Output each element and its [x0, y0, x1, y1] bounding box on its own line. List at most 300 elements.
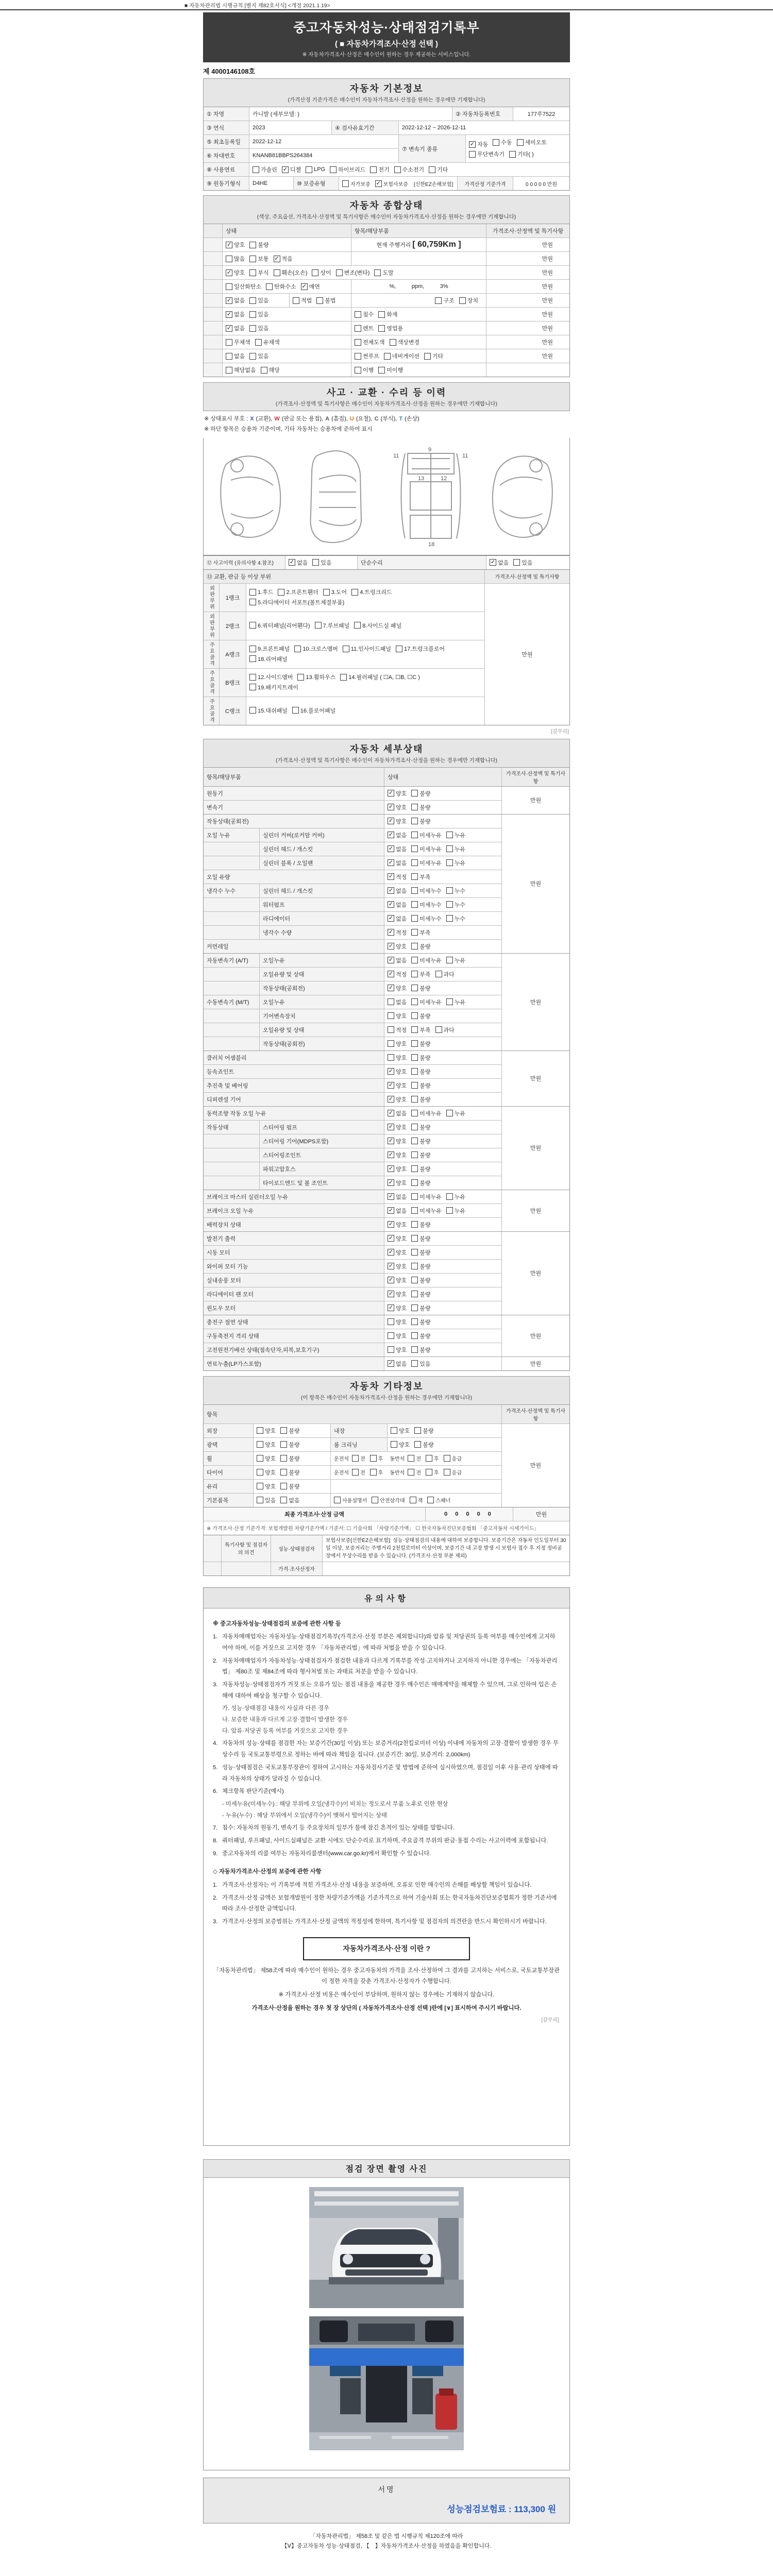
table-row: 주요골격 B랭크 12.사이드멤버 13.휠하우스 14.필러패널 ( ☐A, ☐B, ☐C ) 19.패키지트레이 [204, 668, 484, 697]
checkbox-미세누유: 미세누유 [411, 998, 442, 1006]
checkbox-LPG: LPG [306, 166, 325, 173]
notice-item: 2. 가격조사·산정 금액은 보험개발원이 정한 차량기준가액을 기준가격으로 하여 기술사회 또는 한국자동차진단보증협회가 정한 기준서에 따라 조사·산정한 금액입니다. [213, 1894, 557, 1912]
table-row: 등속죠인트 ✓ 양호 불량 [204, 1064, 501, 1078]
mileage-cell: 현재 주행거리 [ 60,759Km ] [351, 238, 486, 251]
table-row: 작동상태 스티어링 펌프 ✓ 양호 불량 [204, 1120, 501, 1134]
checkbox-색상변경: 색상변경 [390, 338, 420, 346]
table-row: ✓ 양호 불량 현재 주행거리 [ 60,759Km ] 만원 [204, 238, 569, 251]
checkbox-무단변속기: 무단변속기 [469, 150, 505, 158]
car-side-right-diagram [485, 444, 563, 547]
checkbox-미세누유: 미세누유 [411, 1207, 442, 1215]
remarks-table [203, 1535, 570, 1576]
checkbox-양호: ✓ 양호 [388, 1263, 407, 1270]
checkbox-구조: 구조 [435, 296, 454, 304]
detail-block [204, 786, 569, 814]
exchange-body [204, 583, 569, 725]
checkbox-양호: 양호 [257, 1454, 276, 1463]
checkbox-전체도색: 전체도색 [355, 338, 385, 346]
detail-status-table [203, 768, 570, 1371]
checkbox-9.프론트패널: 9.프론트패널 [249, 645, 290, 653]
table-row: 냉각수 누수 실린더 헤드 / 개스킷 ✓ 없음 미세누수 누수 [204, 884, 501, 897]
checkbox-18.리어패널: 18.리어패널 [249, 655, 288, 663]
checkbox-불량: 불량 [411, 942, 430, 951]
table-row: 실내송풍 모터 ✓ 양호 불량 [204, 1273, 501, 1287]
checkbox-양호: ✓ 양호 [388, 1179, 407, 1187]
table-row: 외장 양호 불량 내장 양호 불량 [204, 1424, 501, 1437]
photos-title: 점검 장면 촬영 사진 [345, 2164, 428, 2174]
checkbox-보통: 보통 [249, 255, 268, 263]
checkbox-후: 후 [426, 1468, 439, 1476]
checkbox-자가보증: 자가보증 [342, 180, 371, 188]
checkbox-양호: ✓ 양호 [388, 1124, 407, 1131]
table-row: 스티어링 기어(MDPS포함) ✓ 양호 불량 [204, 1134, 501, 1148]
checkbox-없음: 없음 [226, 352, 245, 360]
checkbox-변조(변타): 변조(변타) [336, 268, 370, 277]
checkbox-부족: 부족 [411, 970, 430, 978]
notice-item: 1. 가격조사·산정자는 이 기록부에 적힌 가격조사·산정 내용을 보증하며, 오류로 인한 매수인의 손해를 배상할 책임이 있습니다. [213, 1882, 532, 1889]
checkbox-부족: 부족 [411, 873, 430, 881]
checkbox-불량: 불량 [414, 1427, 433, 1435]
checkbox-후: 후 [370, 1454, 383, 1462]
checkbox-불량: 불량 [411, 984, 430, 992]
checkbox-있음: 있음 [249, 296, 268, 304]
checkbox-불량: 불량 [411, 1290, 430, 1298]
detail-price-cell: 만원 [501, 1051, 569, 1106]
legal-footnote-line2: 【Ⅴ】중고자동차 성능·상태점검, 【 】자동차가격조사·산정을 하였음을 확인합니다. [281, 2543, 492, 2550]
table-row: 없음 있음 썬루프 네비게이션 기타 만원 [204, 349, 569, 363]
detail-group-label: 냉각수 누수 [204, 884, 259, 897]
select-line: 가격조사·산정을 원하는 경우 첫 장 상단의 ( 자동차가격조사·산정 선택 )란에 [∨] 표시하여 주시기 바랍니다. [251, 2005, 522, 2011]
table-row: 무채색 유채색 전체도색 색상변경 만원 [204, 335, 569, 349]
checkbox-없음: 없음 [280, 1496, 299, 1504]
notice-item: 3. 자동차성능·상태점검자가 거짓 또는 오류가 있는 점검 내용을 제공한 경우 매수인은 매매계약을 해제할 수 있으며, 그로 인하여 입은 손해에 대하여 배상을 청구할 수 있습니다. [213, 1682, 557, 1699]
checkbox-누유: 누유 [446, 831, 465, 839]
checkbox-불량: 불량 [411, 1179, 430, 1187]
table-row: 연료누출(LP가스포함) ✓ 없음 있음 [204, 1357, 501, 1370]
table-row: 외판부위 1랭크 1.후드 2.프론트휀더 3.도어 4.트렁크리드 5.라디에이터 서포트(볼트체결부품) [204, 584, 484, 612]
checkbox-적정: ✓ 적정 [388, 929, 407, 936]
checkbox-미세누유: 미세누유 [411, 1193, 442, 1201]
select-line: 「자동차관리법」 제58조에 따라 매수인이 원하는 경우 중고자동차의 가격을 조사·산정하여 그 결과를 고지하는 서비스로, 국토교통부장관이 정한 자격을 갖춘 가격조사·산정자가 수행합니다. [213, 1967, 560, 1985]
checkbox-양호: ✓ 양호 [226, 241, 245, 248]
signature-label: 서명 [378, 2485, 395, 2494]
car-diagrams [203, 438, 570, 555]
detail-header [203, 739, 570, 768]
checkbox-2.프론트휀더: 2.프론트휀더 [278, 588, 318, 596]
capture-mark: [갈무리] [541, 2018, 559, 2024]
table-row: ⑤ 최초등록일 2022-12-12 ⑥ 차대번호 KNANB81BBPS264384 ⑦ 변속기 종류 ✓ 자동 수동 세미오토 무단변속기 기타( ) [204, 134, 569, 162]
legend-code-C: C [374, 416, 379, 422]
svg-text:9: 9 [428, 446, 431, 453]
checkbox-기타: 기타 [429, 165, 448, 174]
checkbox-있음: 있음 [249, 352, 268, 360]
checkbox-해당없음: 해당없음 [226, 366, 256, 374]
detail-block [204, 1315, 569, 1357]
table-row: 타이어 양호 불량 운전석 전 후 동반석 전 후 응급 [204, 1465, 501, 1479]
checkbox-적음: ✓ 적음 [274, 255, 293, 262]
table-row: 클러치 어셈블리 양호 불량 [204, 1051, 501, 1064]
document [203, 11, 570, 2552]
checkbox-양호: 양호 [257, 1468, 276, 1477]
checkbox-적정: ✓ 적정 [388, 873, 407, 880]
checkbox-불량: 불량 [411, 1054, 430, 1062]
checkbox-불량: 불량 [249, 241, 268, 249]
table-row: 오일 유량 ✓ 적정 부족 [204, 870, 501, 884]
table-row: ✓ 없음 있음 렌트 영업용 만원 [204, 321, 569, 335]
table-header-row: 상태 항목/해당부품 가격조사·산정액 및 특기사항 [204, 224, 569, 238]
overall-title: 자동차 종합상태 [349, 200, 424, 211]
car-frame-diagram [387, 443, 475, 549]
checkbox-10.크로스멤버: 10.크로스멤버 [294, 645, 338, 653]
table-row: 기어변속장치 양호 불량 [204, 1009, 501, 1023]
checkbox-6.쿼터패널(리어휀다): 6.쿼터패널(리어휀다) [249, 621, 310, 630]
detail-price-cell: 만원 [501, 787, 569, 814]
table-row: 라디에이터 팬 모터 ✓ 양호 불량 [204, 1287, 501, 1301]
checkbox-누유: 누유 [446, 998, 465, 1006]
detail-group-label: 자동변속기 (A/T) [204, 954, 259, 967]
checkbox-없음: ✓ 없음 [388, 887, 407, 894]
etc-info-table [203, 1405, 570, 1507]
checkbox-있음: 있음 [312, 558, 331, 567]
checkbox-탄화수소: 탄화수소 [266, 282, 296, 291]
select-line: ※ 가격조사·산정 비용은 매수인이 부담하며, 원하지 않는 경우에는 기재하지 않습니다. [278, 1992, 495, 1998]
inspection-photo-front [309, 2187, 464, 2308]
checkbox-없음: ✓ 없음 [388, 1193, 407, 1200]
checkbox-양호: 양호 [388, 1346, 407, 1354]
checkbox-보험사보증: ✓ 보험사보증 [376, 180, 408, 188]
checkbox-불량: 불량 [411, 1318, 430, 1326]
checkbox-양호: ✓ 양호 [388, 1235, 407, 1242]
exchange-price-cell: 만원 [484, 584, 569, 725]
svg-text:13: 13 [417, 475, 424, 482]
accident-subtitle: (가격조사·산정액 및 특기사항은 매수인이 자동차가격조사·산정을 원하는 경우에만 기재합니다) [276, 401, 497, 407]
checkbox-있음: 있음 [257, 1496, 276, 1504]
table-row: 작동상태(공회전) ✓ 양호 불량 [204, 815, 501, 828]
checkbox-과다: 과다 [435, 970, 455, 978]
table-row: 작동상태(공회전) ✓ 양호 불량 [204, 981, 501, 995]
checkbox-불량: 불량 [411, 1151, 430, 1159]
notice-item: 9. 중고자동차의 리콜 여부는 자동차리콜센터(www.car.go.kr)에서 확인할 수 있습니다. [213, 1850, 431, 1857]
checkbox-일산화탄소: 일산화탄소 [226, 282, 261, 291]
table-row [204, 363, 569, 377]
checkbox-미세누유: 미세누유 [411, 956, 442, 964]
document-title: 중고자동차성능·상태점검기록부 [293, 21, 480, 35]
overall-subtitle: (색상, 주요옵션, 가격조사·산정액 및 특기사항은 매수인이 자동차가격조사·산정을 원하는 경우에만 기재합니다) [257, 214, 516, 220]
checkbox-수동: 수동 [493, 138, 512, 146]
checkbox-불법: 불법 [316, 296, 335, 304]
table-row: 워터펌프 ✓ 없음 미세누수 누수 [204, 897, 501, 911]
checkbox-이행: 이행 [355, 366, 374, 374]
table-row: 오일유량 및 상태 적정 부족 과다 [204, 1023, 501, 1037]
table-row: ① 차명 카니발 (세부모델: ) ② 자동차등록번호 177루7522 [204, 107, 569, 121]
checkbox-양호: ✓ 양호 [388, 985, 407, 992]
checkbox-없음: ✓ 없음 [388, 1110, 407, 1117]
checkbox-침수: 침수 [355, 310, 374, 318]
table-header-row: 항목 가격조사·산정액 및 특기사항 [204, 1405, 569, 1423]
table-row: ⑫ 사고이력 (유의사항 4.참조) ✓ 없음 있음 단순수리 ✓ 없음 있음 [204, 556, 569, 569]
checkbox-후: 후 [370, 1468, 383, 1476]
table-row: 특기사항 및 점검자의 의견 성능·상태점검자 보험사보증[신한EZ손해보험]: 성능·상태점검의 내용에 대하여 보증합니다. 보증기간은 자동차 인도일부터 30일 이상, 보증거리는 주행거리 2천킬로미터 이상이며, 보증기간 내 고장 발생 시 보험사 접수 후 지정 정비공장에서 무상수리를 받을 수 있습니다. (가격조사·산정 부분 제외) [204, 1535, 569, 1562]
table-row: 변속기 ✓ 양호 불량 [204, 800, 501, 814]
checkbox-불량: 불량 [411, 1081, 430, 1090]
checkbox-전: 전 [352, 1454, 365, 1462]
checkbox-불량: 불량 [411, 1012, 430, 1020]
table-row: ✓ 없음 있음 적법 불법 구조 장치 만원 [204, 293, 569, 307]
checkbox-불량: 불량 [280, 1454, 299, 1463]
checkbox-불량: 불량 [280, 1427, 299, 1435]
table-row: 윈도우 모터 ✓ 양호 불량 [204, 1301, 501, 1315]
checkbox-5.라디에이터 서포트(볼트체결부품): 5.라디에이터 서포트(볼트체결부품) [249, 598, 344, 606]
checkbox-있음: 있음 [249, 310, 268, 318]
checkbox-양호: ✓ 양호 [388, 943, 407, 950]
checkbox-19.패키지트레이: 19.패키지트레이 [249, 683, 298, 691]
checkbox-없음: ✓ 없음 [226, 311, 245, 318]
checkbox-양호: 양호 [257, 1440, 276, 1449]
checkbox-불량: 불량 [411, 1095, 430, 1104]
checkbox-없음: ✓ 없음 [388, 832, 407, 839]
table-row: 동력조향 작동 오일 누유 ✓ 없음 미세누유 누유 [204, 1107, 501, 1120]
legend-prefix: ※ 상태표시 부호 : [204, 416, 248, 422]
table-row: 라디에이터 ✓ 없음 미세누수 누수 [204, 911, 501, 925]
price-survey-definition-box: 자동차가격조사·산정 이란 ? [303, 1937, 470, 1960]
checkbox-양호: 양호 [257, 1427, 276, 1435]
detail-price-cell: 만원 [501, 1315, 569, 1357]
checkbox-가솔린: 가솔린 [253, 165, 277, 174]
checkbox-양호: ✓ 양호 [388, 1165, 407, 1173]
notice-item: 3. 가격조사·산정의 보증범위는 가격조사·산정 금액의 적정성에 한하며, 특기사항 및 점검자의 의견란을 반드시 확인하시기 바랍니다. [213, 1919, 547, 1925]
checkbox-양호: ✓ 양호 [388, 804, 407, 811]
checkbox-양호: 양호 [388, 1332, 407, 1340]
table-row: 시동 모터 ✓ 양호 불량 [204, 1245, 501, 1259]
checkbox-양호: ✓ 양호 [388, 790, 407, 797]
checkbox-16.플로어패널: 16.플로어패널 [292, 706, 335, 715]
checkbox-8.사이드실 패널: 8.사이드실 패널 [354, 621, 401, 630]
checkbox-13.휠하우스: 13.휠하우스 [297, 673, 335, 681]
price-survey-select: ( ■ 자동차가격조사·산정 선택 ) [334, 40, 439, 48]
detail-block [204, 814, 569, 953]
table-row: 오일유량 및 상태 ✓ 적정 부족 과다 [204, 967, 501, 981]
checkbox-양호: ✓ 양호 [388, 1221, 407, 1228]
checkbox-사용설명서: 사용설명서 [334, 1496, 367, 1504]
checkbox-14.필러패널 ( ☐A, ☐B, ☐C ): 14.필러패널 ( ☐A, ☐B, ☐C ) [340, 673, 420, 681]
table-row: 와이퍼 모터 기능 ✓ 양호 불량 [204, 1259, 501, 1273]
table-row: 구동축전지 격리 상태 양호 불량 [204, 1329, 501, 1343]
checkbox-양호: 양호 [257, 1482, 276, 1490]
legend-code-W: W [274, 416, 280, 422]
detail-group-label: 수동변속기 (M/T) [204, 995, 259, 1009]
service-note: ※ 자동차가격조사·산정은 매수인이 원하는 경우 제공하는 서비스입니다. [302, 52, 471, 58]
checkbox-부식: 부식 [249, 268, 268, 277]
notice-item: 7. 침수: 자동차의 원동기, 변속기 등 주요장치의 일부가 물에 잠긴 흔적이 있는 상태를 말합니다. [213, 1825, 455, 1832]
legend-code-A: A [325, 416, 330, 422]
table-row: 추진축 및 베어링 ✓ 양호 불량 [204, 1078, 501, 1092]
checkbox-자동: ✓ 자동 [469, 141, 489, 148]
status-code-legend: ※ 상태표시 부호 : X (교환), W (판금 또는 용접), A (흠집), U (요철), C (부식), T (손상) ※ 하단 항목은 승용차 기준이며, 기타 자동차는 승용차에 준하여 표시 [204, 416, 419, 432]
checkbox-스패너: 스패너 [427, 1496, 450, 1504]
checkbox-없음: ✓ 없음 [388, 845, 407, 853]
checkbox-없음: ✓ 없음 [388, 915, 407, 922]
checkbox-양호: ✓ 양호 [388, 1138, 407, 1145]
checkbox-누유: 누유 [446, 1109, 465, 1117]
checkbox-불량: 불량 [411, 817, 430, 825]
legend-code-X: X [250, 416, 254, 422]
checkbox-미세누유: 미세누유 [411, 845, 442, 853]
table-row: 광택 양호 불량 룸 크리닝 양호 불량 [204, 1437, 501, 1451]
table-row: 휠 양호 불량 운전석 전 후 동반석 전 후 응급 [204, 1451, 501, 1465]
checkbox-미세누수: 미세누수 [411, 901, 442, 909]
checkbox-불량: 불량 [280, 1468, 299, 1477]
checkbox-없음: ✓ 없음 [226, 297, 245, 304]
exchange-panel-table [203, 570, 570, 725]
etc-price-cell: 만원 [501, 1424, 569, 1507]
checkbox-영업용: 영업용 [378, 324, 403, 332]
checkbox-상이: 상이 [312, 268, 331, 277]
checkbox-전: 전 [352, 1468, 365, 1476]
remarks-group-label [204, 1535, 221, 1562]
checkbox-양호: ✓ 양호 [388, 818, 407, 825]
checkbox-미이행: 미이행 [378, 366, 403, 374]
legal-footnote-line1: 「자동차관리법」 제58조 및 같은 법 시행규칙 제120조에 따라 [310, 2533, 463, 2539]
table-row: 스티어링조인트 ✓ 양호 불량 [204, 1148, 501, 1162]
checkbox-적정: ✓ 적정 [388, 971, 407, 978]
table-row: 충전구 절연 상태 양호 불량 [204, 1315, 501, 1329]
checkbox-없음: ✓ 없음 [388, 957, 407, 964]
detail-block [204, 1190, 569, 1231]
table-row: 브레이크 마스터 실린더오일 누유 ✓ 없음 미세누유 누유 [204, 1190, 501, 1204]
table-row: 가격·조사산정자 [204, 1562, 569, 1575]
svg-text:11: 11 [462, 452, 468, 459]
checkbox-기타: 기타 [424, 352, 443, 360]
checkbox-없음: ✓ 없음 [388, 1360, 407, 1367]
checkbox-하이브리드: 하이브리드 [330, 165, 365, 174]
notice-body: ※ 중고자동차성능·상태점검의 보증에 관한 사항 등 1. 자동차매매업자는 자동차성능·상태점검기록부(가격조사·산정 부분은 제외합니다)와 압류 및 저당권의 등록 여부를 매수인에게 고지하여야 하며, 이를 거짓으로 고지한 경우 「자동차관리법」에 따라 처벌을 받을 수 있습니다. 2. 자동차매매업자가 자동차성능·상태점검자가 점검한 내용과 다르게 기록부를 작성·고지하거나 고지하지 아니한 경우에는 「자동차관리법」 제80조 및 제84조에 따라 형사처벌 또는 과태료 처분을 받을 수 있습니다. 3. 자동차성능·상태점검자가 거짓 또는 오류가 있는 점검 내용을 제공한 경우 매수인은 매매계약을 해제할 수 있으며, 그로 인하여 입은 손해에 대하여 배상을 청구할 수 있습니다. 가. 성능·상태점검 내용이 사실과 다른 경우 나. 보증한 내용과 다르게 고장·결함이 발생한 경우 다. 압류·저당권 등록 여부를 거짓으로 고지한 경우 4. 자동차의 성능·상태를 점검한 자는 보증기간(30일 이상) 또는 보증거리(2천킬로미터 이상) 이내에 자동차의 고장·결함이 발생한 경우 무상수리 등 국토교통부령으로 정하는 바에 따라 책임을 집니다. (보증기간: 30일, 보증거리: 2,000km) 5. 성능·상태점검은 국토교통부장관이 정하여 고시하는 자동차검사기준 및 방법에 준하여 실시하였으며, 점검일 이후 사용·관리 상태에 따라 자동차의 상태가 달라질 수 있습니다. 6. 체크항목 판단기준(예시) - 미세누유(미세누수) : 해당 부위에 오일(냉각수)이 비치는 정도로서 부품 노후로 인한 현상 - 누유(누수) : 해당 부위에서 오일(냉각수)이 맺혀서 떨어지는 상태 7. 침수: 자동차의 원동기, 변속기 등 주요장치의 일부가 물에 잠긴 흔적이 있는 상태를 말합니다. 8. 쿼터패널, 루프패널, 사이드실패널은 교환 시에도 단순수리로 표기하며, 주요골격 부위의 판금·용접 수리는 사고이력에 포함됩니다. 9. 중고자동차의 리콜 여부는 자동차리콜센터(www.car.go.kr)에서 확인할 수 있습니다. ◇ 자동차가격조사·산정의 보증에 관한 사항 1. 가격조사·산정자는 이 기록부에 적힌 가격조사·산정 내용을 보증하며, 오류로 인한 매수인의 손해를 배상할 책임이 있습니다. 2. 가격조사·산정 금액은 보험개발원이 정한 차량기준가액을 기준가격으로 하여 기술사회 또는 한국자동차진단보증협회가 정한 기준서에 따라 조사·산정한 금액입니다. 3. 가격조사·산정의 보증범위는 가격조사·산정 금액의 적정성에 한하며, 특기사항 및 점검자의 의견란을 반드시 확인하시기 바랍니다. 자동차가격조사·산정 이란 ? 「자동차관리법」 제58조에 따라 매수인이 원하는 경우 중고자동차의 가격을 조사·산정하여 그 결과를 고지하는 서비스로, 국토교통부장관이 정한 자격을 갖춘 가격조사·산정자가 수행합니다. ※ 가격조사·산정 비용은 매수인이 부담하며, 원하지 않는 경우에는 기재하지 않습니다. 가격조사·산정을 원하는 경우 첫 장 상단의 ( 자동차가격조사·산정 선택 )란에 [∨] 표시하여 주시기 바랍니다. [갈무리] [204, 1608, 569, 2145]
table-row: 냉각수 수량 ✓ 적정 부족 [204, 925, 501, 939]
capture-mark: [갈무리] [551, 728, 569, 735]
table-row: 외판부위 2랭크 6.쿼터패널(리어휀다) 7.루브패널 8.사이드실 패널 [204, 612, 484, 640]
checkbox-누수: 누수 [446, 887, 465, 895]
table-header-row: 항목/해당부품 상태 가격조사·산정액 및 특기사항 [204, 768, 569, 786]
checkbox-불량: 불량 [411, 1040, 430, 1048]
etc-title: 자동차 기타정보 [349, 1381, 424, 1392]
checkbox-전기: 전기 [370, 165, 389, 174]
checkbox-무채색: 무채색 [226, 338, 250, 346]
table-row: 원동기 ✓ 양호 불량 [204, 787, 501, 800]
table-row: ③ 연식 2023 ④ 검사유효기간 2022-12-12 ~ 2026-12-11 [204, 121, 569, 134]
document-number: 제 4000146108호 [203, 67, 256, 75]
checkbox-불량: 불량 [411, 1346, 430, 1354]
checkbox-12.사이드멤버: 12.사이드멤버 [249, 673, 293, 681]
checkbox-매연: ✓ 매연 [301, 283, 320, 290]
notice-item: 6. 체크항목 판단기준(예시) [213, 1788, 284, 1795]
photos-header [203, 2159, 570, 2178]
checkbox-누유: 누유 [446, 859, 465, 867]
checkbox-양호: 양호 [388, 1318, 407, 1326]
detail-group-label: 오일 누유 [204, 828, 259, 842]
checkbox-불량: 불량 [411, 1067, 430, 1076]
table-row: 발전기 출력 ✓ 양호 불량 [204, 1232, 501, 1245]
checkbox-양호: ✓ 양호 [388, 1304, 407, 1312]
checkbox-불량: 불량 [411, 1304, 430, 1312]
checkbox-불량: 불량 [411, 1165, 430, 1173]
checkbox-있음: 있음 [249, 324, 268, 332]
checkbox-1.후드: 1.후드 [249, 588, 273, 596]
checkbox-양호: ✓ 양호 [388, 1068, 407, 1075]
checkbox-7.루브패널: 7.루브패널 [315, 621, 350, 630]
checkbox-후: 후 [426, 1454, 439, 1462]
svg-text:11: 11 [393, 452, 399, 459]
svg-text:18: 18 [428, 541, 434, 548]
checkbox-있음: 있음 [411, 1360, 430, 1368]
final-price: 최종 가격조사·산정 금액 0 0 0 0 0 만원 [204, 1507, 569, 1521]
checkbox-4.트렁크리드: 4.트렁크리드 [351, 588, 392, 596]
checkbox-없음: ✓ 없음 [289, 559, 308, 566]
checkbox-양호: 양호 [388, 1054, 407, 1062]
table-row: 커먼레일 ✓ 양호 불량 [204, 939, 501, 953]
legend-note: ※ 하단 항목은 승용차 기준이며, 기타 자동차는 승용차에 준하여 표시 [204, 426, 373, 432]
checkbox-미세누수: 미세누수 [411, 914, 442, 923]
checkbox-화재: 화재 [378, 310, 397, 318]
table-row: 타이로드엔드 및 볼 조인트 ✓ 양호 불량 [204, 1176, 501, 1190]
checkbox-부족: 부족 [411, 928, 430, 937]
basic-info-title: 자동차 기본정보 [349, 83, 424, 94]
checkbox-있음: 있음 [513, 558, 532, 567]
inspection-photos [203, 2178, 570, 2470]
checkbox-불량: 불량 [411, 1332, 430, 1340]
signature-section [203, 2478, 570, 2523]
form-reference: ■ 자동차관리법 시행규칙 [별지 제82호서식] <개정 2021.1.19> [184, 3, 330, 9]
etc-header [203, 1376, 570, 1405]
checkbox-양호: ✓ 양호 [388, 1249, 407, 1256]
checkbox-불량: 불량 [411, 1123, 430, 1131]
checkbox-장치: 장치 [459, 296, 478, 304]
checkbox-불량: 불량 [411, 803, 430, 811]
checkbox-없음: 없음 [388, 998, 407, 1006]
table-row: ✓ 없음 있음 침수 화재 만원 [204, 307, 569, 321]
checkbox-불량: 불량 [280, 1440, 299, 1449]
overall-status-table [203, 224, 570, 377]
table-row: 유리 양호 불량 [204, 1479, 501, 1493]
detail-price-cell: 만원 [501, 815, 569, 953]
checkbox-없음: ✓ 없음 [388, 859, 407, 867]
checkbox-없음: ✓ 없음 [226, 325, 245, 332]
document-title-band [203, 12, 570, 62]
notice-section [203, 1587, 570, 2146]
checkbox-도말: 도말 [374, 268, 393, 277]
detail-price-cell: 만원 [501, 1190, 569, 1231]
checkbox-불량: 불량 [411, 789, 430, 798]
checkbox-양호: 양호 [391, 1440, 410, 1449]
notice-head2: ◇ 자동차가격조사·산정의 보증에 관한 사항 [213, 1869, 322, 1875]
legend-code-U: U [349, 416, 354, 422]
checkbox-유채색: 유채색 [255, 338, 280, 346]
detail-title: 자동차 세부상태 [349, 743, 424, 754]
table-header-row: ⑬ 교환, 판금 등 이상 부위 가격조사·산정액 및 특기사항 [204, 570, 569, 583]
checkbox-3.도어: 3.도어 [323, 588, 347, 596]
checkbox-15.대쉬패널: 15.대쉬패널 [249, 706, 288, 715]
checkbox-전: 전 [408, 1454, 421, 1462]
checkbox-양호: ✓ 양호 [388, 1096, 407, 1103]
notice-title: 유의사항 [204, 1588, 569, 1608]
checkbox-불량: 불량 [280, 1482, 299, 1490]
checkbox-불량: 불량 [414, 1440, 433, 1449]
checkbox-응급: 응급 [444, 1468, 462, 1476]
checkbox-누유: 누유 [446, 845, 465, 853]
checkbox-양호: 양호 [388, 1012, 407, 1020]
checkbox-세미오토: 세미오토 [517, 138, 547, 146]
inspection-photo-underside [309, 2316, 464, 2450]
table-row: 실린더 헤드 / 개스킷 ✓ 없음 미세누유 누유 [204, 842, 501, 856]
notice-item: 8. 쿼터패널, 루프패널, 사이드실패널은 교환 시에도 단순수리로 표기하며, 주요골격 부위의 판금·용접 수리는 사고이력에 포함됩니다. [213, 1837, 548, 1844]
